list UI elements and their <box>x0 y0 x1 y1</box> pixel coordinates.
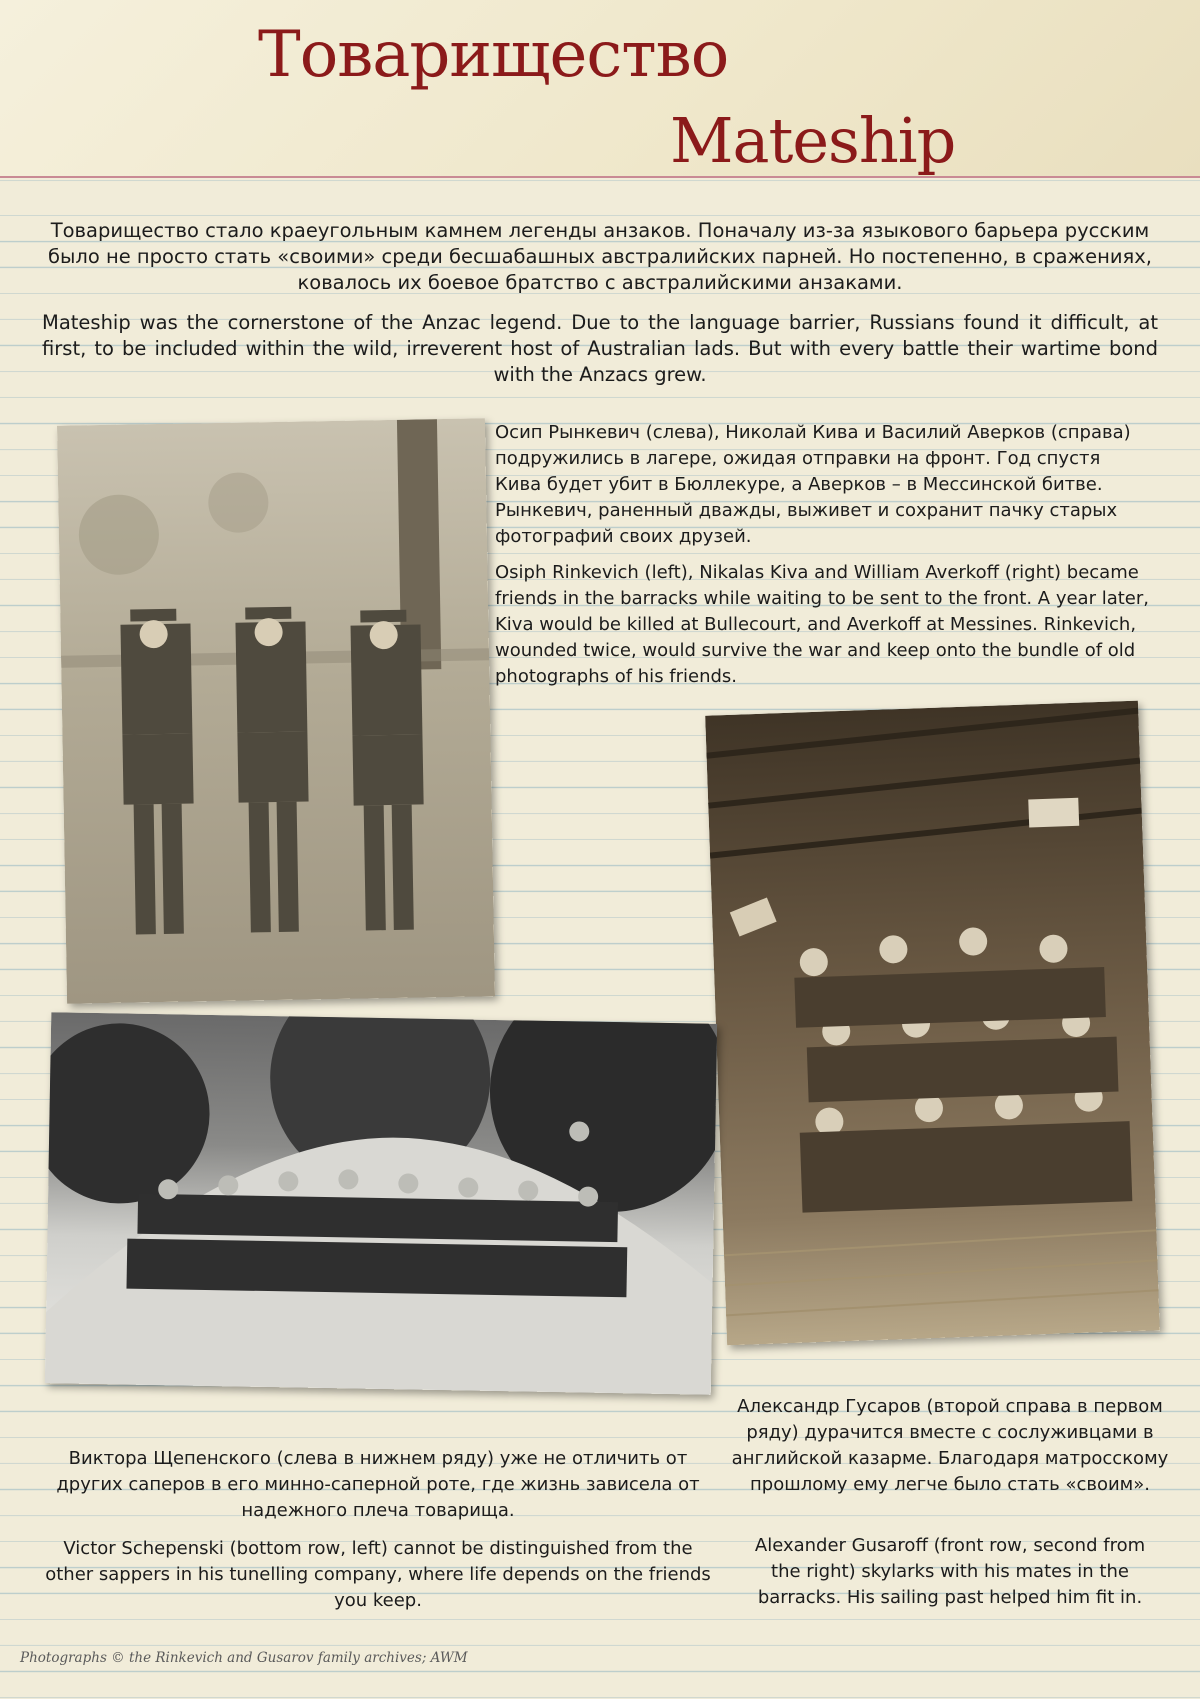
photo-three-soldiers <box>57 418 495 1003</box>
caption-barracks-en: Alexander Gusaroff (front row, second from the right) skylarks with his mates in the barracks. His sailing past helped him fit in. <box>754 1535 1146 1608</box>
intro-text-russian: Товарищество стало краеугольным камнем легенды анзаков. Поначалу из-за языкового барьера русским было не просто стать «своими» среди бесшабашных австралийских парней. Но постепенно, в сражениях, ковалось их боевое братство с австралийскими анзаками. <box>47 219 1153 294</box>
barracks-image <box>705 701 1160 1346</box>
title-russian: Товарищество <box>258 18 729 92</box>
three-soldiers-image <box>57 418 495 1003</box>
photo-credit: Photographs © the Rinkevich and Gusarov family archives; AWM <box>20 1650 468 1666</box>
title-english: Mateship <box>670 104 956 177</box>
photo-sappers <box>45 1012 717 1395</box>
photo-barracks-group <box>705 701 1160 1346</box>
caption-three-soldiers-ru: Осип Рынкевич (слева), Николай Кива и Василий Аверков (справа) подружились в лагере, ожидая отправки на фронт. Год спустя Кива будет убит в Бюллекуре, а Аверков – в Мессинской битве. Рынкевич, раненный дважды, выживет и сохранит пачку старых фотографий своих друзей. <box>495 422 1131 547</box>
caption-sappers-en: Victor Schepenski (bottom row, left) cannot be distinguished from the other sappers in his tunelling company, where life depends on the friends you keep. <box>45 1538 711 1611</box>
sappers-image <box>45 1012 717 1395</box>
header-divider <box>0 176 1200 178</box>
intro-text-english: Mateship was the cornerstone of the Anzac legend. Due to the language barrier, Russians found it difficult, at first, to be included within the wild, irreverent host of Australian lads. But with every battle their wartime bond with the Anzacs grew. <box>42 311 1158 386</box>
caption-sappers-ru: Виктора Щепенского (слева в нижнем ряду) уже не отличить от других саперов в его минно-саперной роте, где жизнь зависела от надежного плеча товарища. <box>56 1448 700 1521</box>
caption-three-soldiers-en: Osiph Rinkevich (left), Nikalas Kiva and William Averkoff (right) became friends in the barracks while waiting to be sent to the front. A year later, Kiva would be killed at Bullecourt, and Averkoff at Messines. Rinkevich, wounded twice, would survive the war and keep onto the bundle of old photographs of his friends. <box>495 562 1149 687</box>
caption-barracks-ru: Александр Гусаров (второй справа в первом ряду) дурачится вместе с сослуживцами в английской казарме. Благодаря матросскому прошлому ему легче было стать «своим». <box>731 1396 1169 1495</box>
